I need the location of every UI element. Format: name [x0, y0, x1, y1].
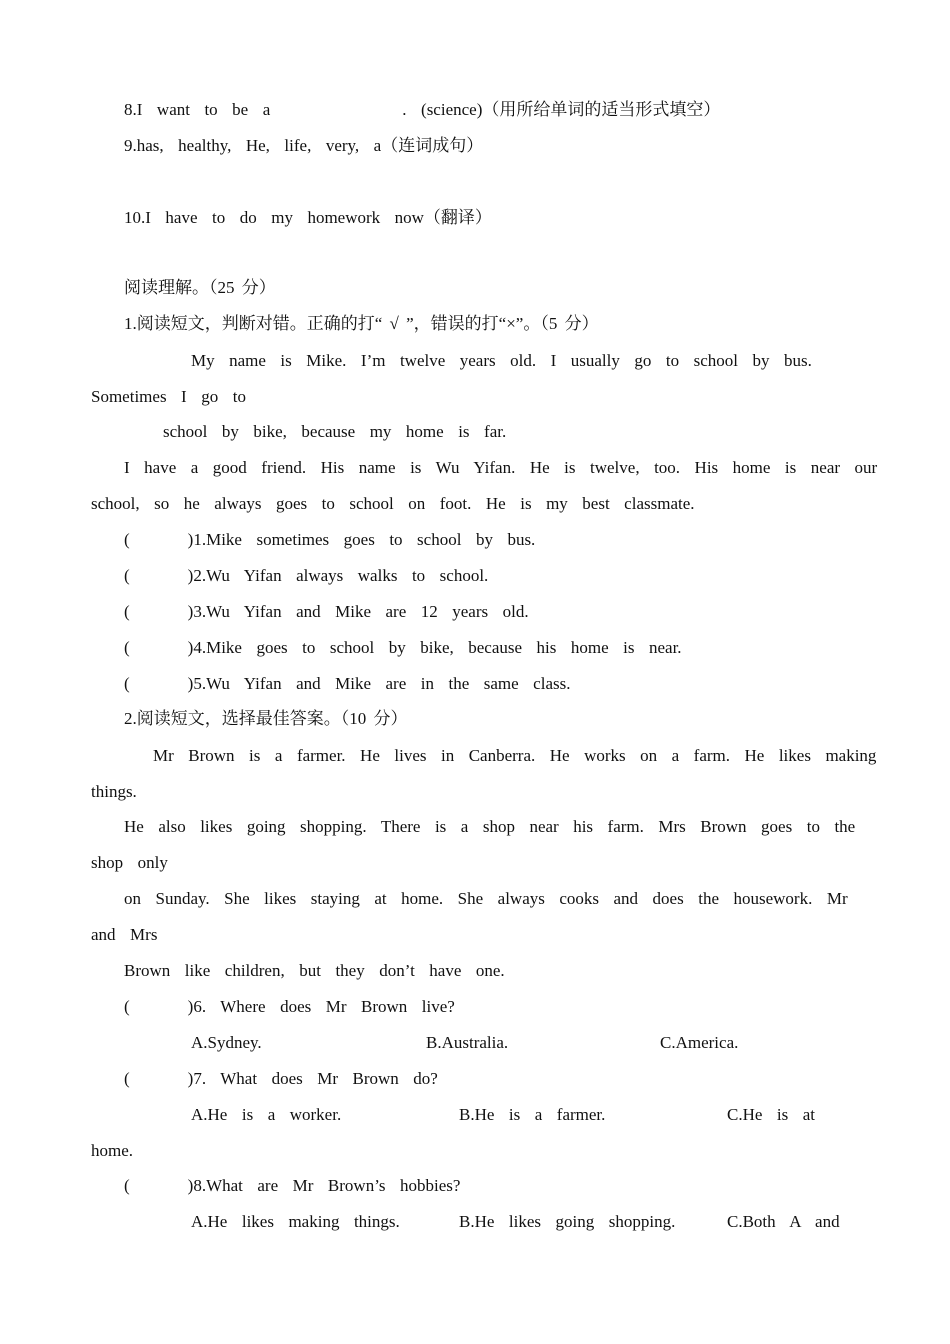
true-false-item-5: ( )5.Wu Yifan and Mike are in the same class. — [124, 674, 571, 693]
choice-question-8: ( )8.What are Mr Brown’s hobbies? — [124, 1176, 461, 1195]
passage-2-line: shop only — [91, 853, 168, 872]
true-false-item-1: ( )1.Mike sometimes goes to school by bus. — [124, 530, 536, 549]
passage-1-line: My name is Mike. I’m twelve years old. I usually go to school by bus. — [191, 351, 812, 370]
option-c: C.He is at — [727, 1105, 816, 1124]
true-false-item-4: ( )4.Mike goes to school by bike, because his home is near. — [124, 638, 682, 657]
question-8-hint: . (science)（用所给单词的适当形式填空） — [402, 100, 721, 119]
option-c: C.Both A and — [727, 1212, 840, 1231]
passage-1-line: school by bike, because my home is far. — [163, 422, 507, 441]
true-false-item-3: ( )3.Wu Yifan and Mike are 12 years old. — [124, 602, 529, 621]
option-a: A.He is a worker. — [191, 1105, 342, 1124]
passage-1-line: I have a good friend. His name is Wu Yifan. He is twelve, too. His home is near our — [124, 458, 878, 477]
question-8 — [124, 100, 720, 120]
passage-2-line: things. — [91, 782, 137, 801]
option-c-continued: home. — [91, 1141, 134, 1160]
option-b: B.Australia. — [426, 1033, 509, 1052]
option-a: A.Sydney. — [191, 1033, 262, 1052]
true-false-item-2: ( )2.Wu Yifan always walks to school. — [124, 566, 489, 585]
passage-2-line: on Sunday. She likes staying at home. She always cooks and does the housework. Mr — [124, 889, 848, 908]
passage-1-line: Sometimes I go to — [91, 387, 246, 406]
passage-1-line: school, so he always goes to school on foot. He is my best classmate. — [91, 494, 695, 513]
passage-1-heading: 1.阅读短文，判断对错。正确的打“ √ ”，错误的打“×”。（5 分） — [124, 314, 599, 333]
passage-2-line: Brown like children, but they don’t have one. — [124, 961, 505, 980]
question-8-text: 8.I want to be a — [124, 100, 271, 119]
option-b: B.He is a farmer. — [459, 1105, 606, 1124]
option-b: B.He likes going shopping. — [459, 1212, 676, 1231]
passage-2-line: and Mrs — [91, 925, 158, 944]
passage-2-line: He also likes going shopping. There is a shop near his farm. Mrs Brown goes to the — [124, 817, 856, 836]
question-10: 10.I have to do my homework now（翻译） — [124, 208, 492, 227]
answer-blank[interactable] — [270, 114, 402, 115]
question-9: 9.has, healthy, He, life, very, a（连词成句） — [124, 136, 484, 155]
choice-question-7: ( )7. What does Mr Brown do? — [124, 1069, 438, 1088]
choice-question-6: ( )6. Where does Mr Brown live? — [124, 997, 455, 1016]
passage-2-line: Mr Brown is a farmer. He lives in Canberra. He works on a farm. He likes making — [153, 746, 877, 765]
option-c: C.America. — [660, 1033, 739, 1052]
section-title: 阅读理解。（25 分） — [124, 278, 276, 297]
option-a: A.He likes making things. — [191, 1212, 400, 1231]
passage-2-heading: 2.阅读短文，选择最佳答案。（10 分） — [124, 709, 408, 728]
